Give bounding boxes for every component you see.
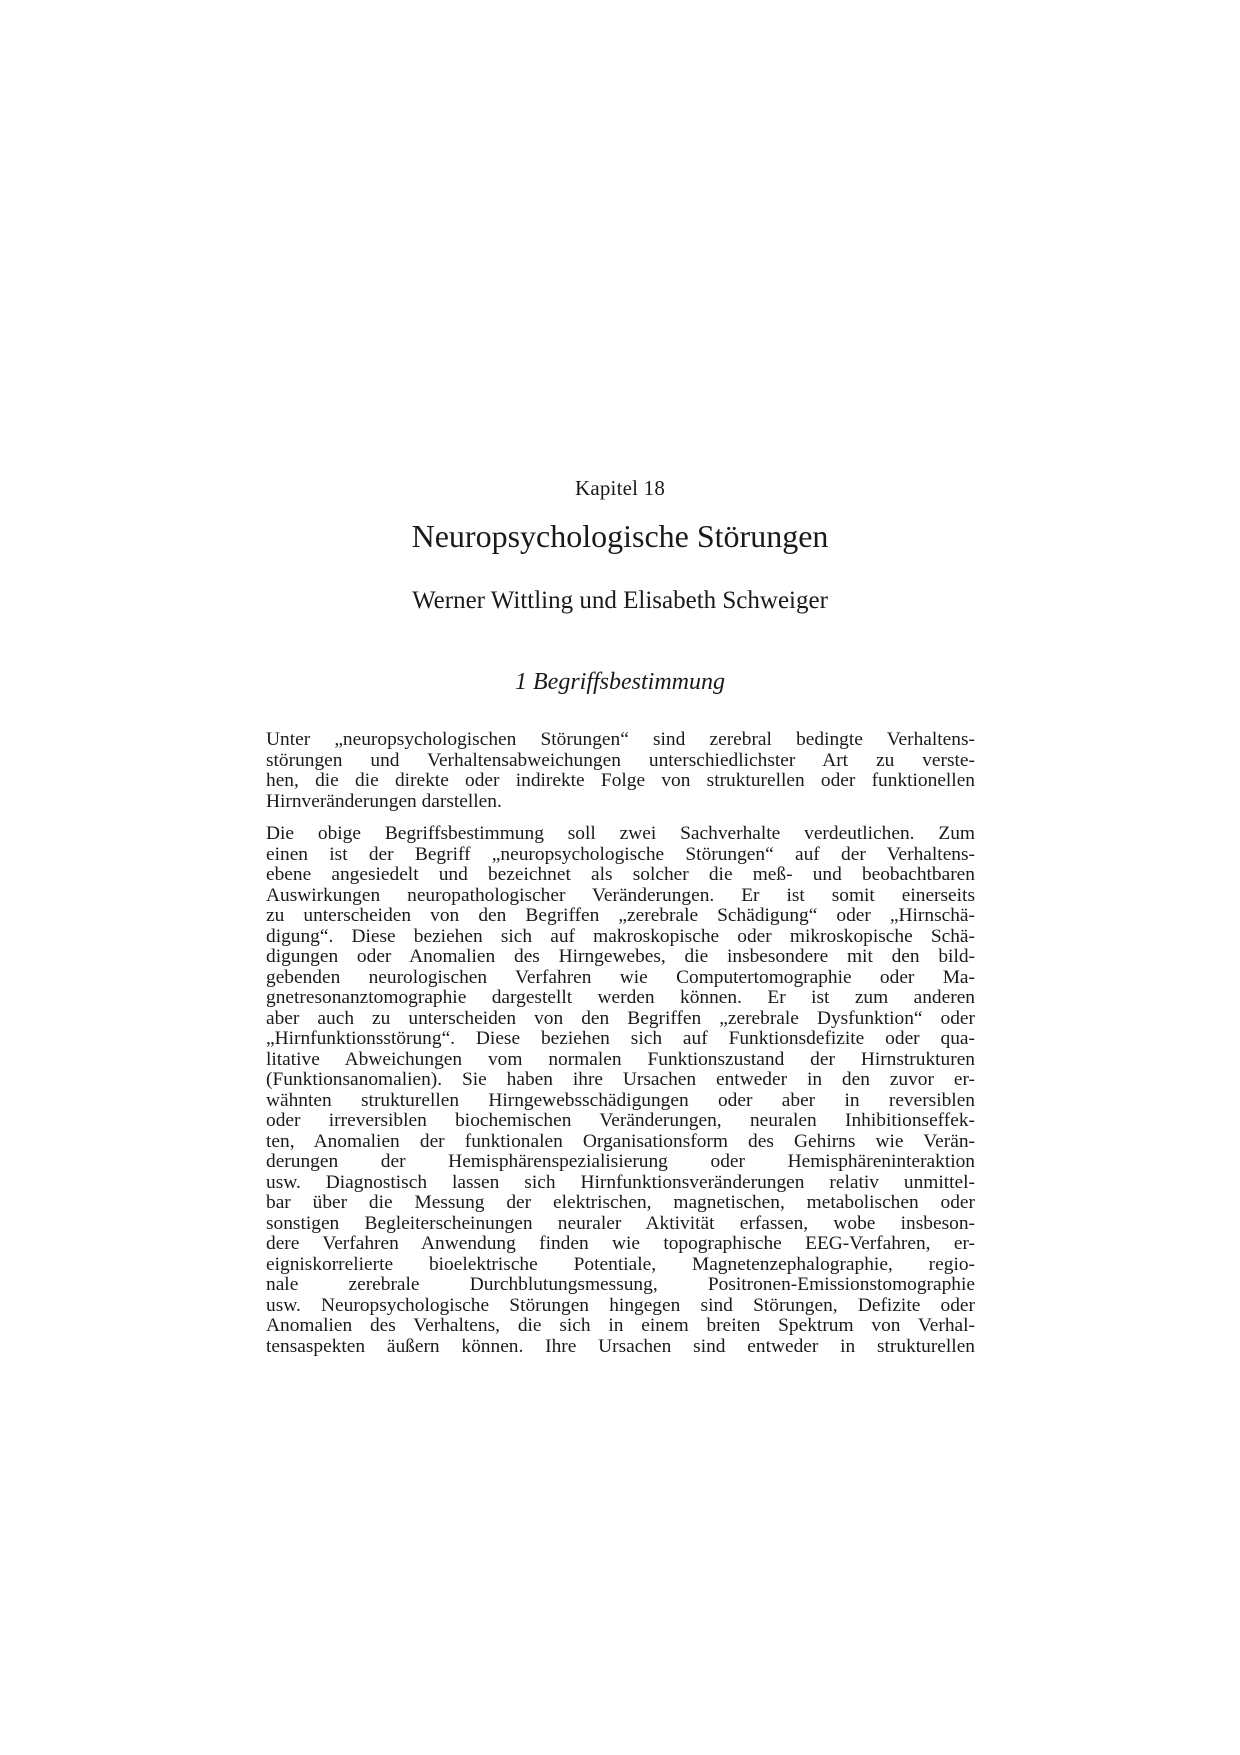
text-line: tensaspekten äußern können. Ihre Ursachen sind entweder in strukturellen — [266, 1336, 975, 1357]
text-line: (Funktionsanomalien). Sie haben ihre Ursachen entweder in den zuvor er- — [266, 1070, 975, 1090]
text-line: Anomalien des Verhaltens, die sich in einem breiten Spektrum von Verhal- — [266, 1316, 975, 1336]
text-line: „Hirnfunktionsstörung“. Diese beziehen sich auf Funktionsdefizite oder qua- — [266, 1029, 975, 1049]
text-line: digungen oder Anomalien des Hirngewebes, die insbesondere mit den bild- — [266, 947, 975, 967]
text-line: Hirnveränderungen darstellen. — [266, 791, 502, 812]
text-line: Die obige Begriffsbestimmung soll zwei Sachverhalte verdeutlichen. Zum — [266, 824, 975, 844]
text-line: hen, die die direkte oder indirekte Folge von strukturellen oder funktionellen — [266, 771, 975, 791]
text-line: digung“. Diese beziehen sich auf makroskopische oder mikroskopische Schä- — [266, 926, 975, 947]
text-line: ebene angesiedelt und bezeichnet als solcher die meß- und beobachtbaren — [266, 865, 975, 885]
chapter-title: Neuropsychologische Störungen — [411, 518, 829, 554]
text-line: Auswirkungen neuropathologischer Veränderungen. Er ist somit einerseits — [266, 885, 975, 906]
text-line: gnetresonanztomographie dargestellt werden können. Er ist zum anderen — [266, 988, 975, 1008]
text-line: usw. Diagnostisch lassen sich Hirnfunktionsveränderungen relativ unmittel- — [266, 1172, 975, 1193]
text-line: usw. Neuropsychologische Störungen hingegen sind Störungen, Defizite oder — [266, 1295, 975, 1316]
paragraph-1 — [266, 730, 975, 812]
text-line: litative Abweichungen vom normalen Funktionszustand der Hirnstrukturen — [266, 1049, 975, 1070]
text-line: oder irreversiblen biochemischen Veränderungen, neuralen Inhibitionseffek- — [266, 1111, 975, 1131]
text-line: eigniskorrelierte bioelektrische Potentiale, Magnetenzephalographie, regio- — [266, 1254, 975, 1275]
text-line: nale zerebrale Durchblutungsmessung, Positronen-Emissionstomographie — [266, 1275, 975, 1295]
section-heading: 1 Begriffsbestimmung — [515, 669, 725, 695]
text-line: ten, Anomalien der funktionalen Organisationsform des Gehirns wie Verän- — [266, 1131, 975, 1152]
text-line: zu unterscheiden von den Begriffen „zerebrale Schädigung“ oder „Hirnschä- — [266, 906, 975, 926]
chapter-label: Kapitel 18 — [574, 476, 666, 500]
text-line: dere Verfahren Anwendung finden wie topographische EEG-Verfahren, er- — [266, 1234, 975, 1254]
text-line: bar über die Messung der elektrischen, magnetischen, metabolischen oder — [266, 1193, 975, 1213]
text-line: sonstigen Begleiterscheinungen neuraler Aktivität erfassen, wobe insbeson- — [266, 1213, 975, 1234]
text-line: aber auch zu unterscheiden von den Begriffen „zerebrale Dysfunktion“ oder — [266, 1008, 975, 1029]
text-line: derungen der Hemisphärenspezialisierung oder Hemisphäreninteraktion — [266, 1152, 975, 1172]
text-line: Unter „neuropsychologischen Störungen“ sind zerebral bedingte Verhaltens- — [266, 730, 975, 750]
body-text — [266, 730, 975, 1369]
chapter-authors: Werner Wittling und Elisabeth Schweiger — [412, 587, 828, 614]
text-line: wähnten strukturellen Hirngewebsschädigungen oder aber in reversiblen — [266, 1090, 975, 1111]
paragraph-2 — [266, 824, 975, 1357]
text-line: störungen und Verhaltensabweichungen unterschiedlichster Art zu verste- — [266, 750, 975, 771]
text-line: gebenden neurologischen Verfahren wie Computertomographie oder Ma- — [266, 967, 975, 988]
text-line: einen ist der Begriff „neuropsychologische Störungen“ auf der Verhaltens- — [266, 844, 975, 865]
